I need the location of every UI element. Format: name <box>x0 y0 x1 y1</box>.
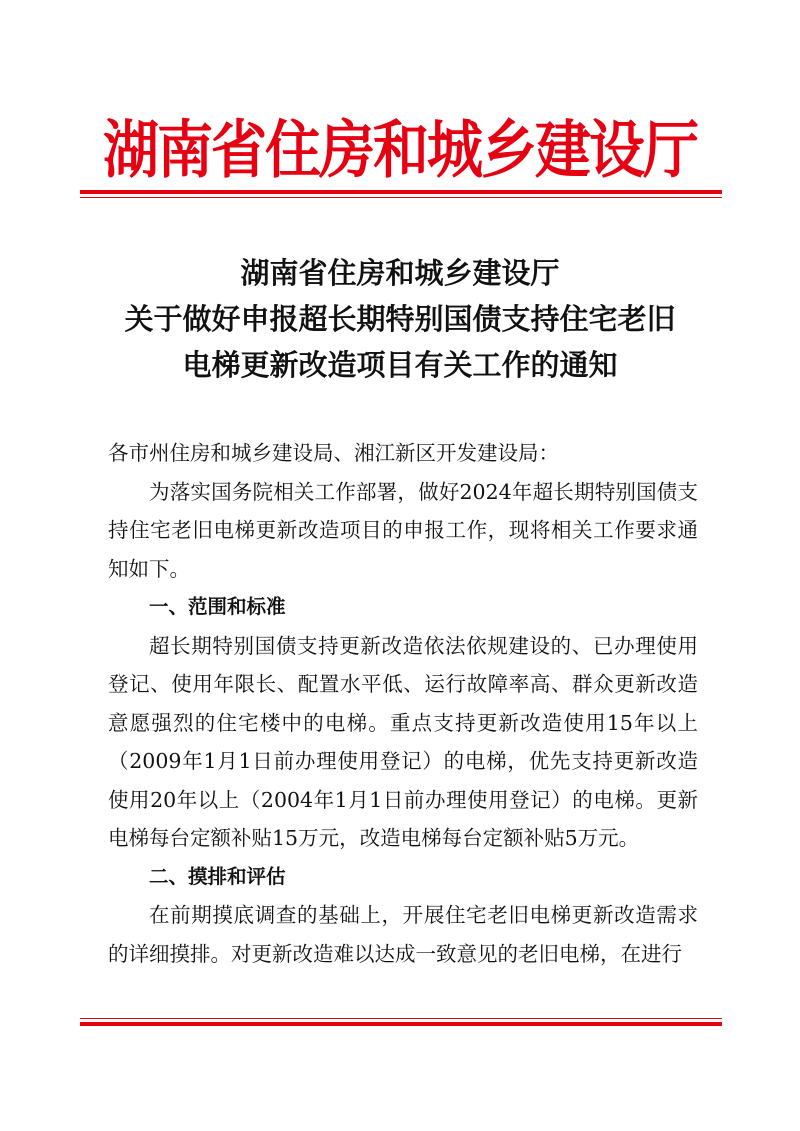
section-2-paragraph: 在前期摸底调查的基础上，开展住宅老旧电梯更新改造需求的详细摸排。对更新改造难以达成一致意见的老旧电梯，在进行 <box>108 903 698 966</box>
intro-paragraph: 为落实国务院相关工作部署，做好2024年超长期特别国债支持住宅老旧电梯更新改造项目的申报工作，现将相关工作要求通知如下。 <box>108 479 698 581</box>
section-1-paragraph: 超长期特别国债支持更新改造依法依规建设的、已办理使用登记、使用年限长、配置水平低、运行故障率高、群众更新改造意愿强烈的住宅楼中的电梯。重点支持更新改造使用15年以上（2009年1月1日前办理使用登记）的电梯，优先支持更新改造使用20年以上（2004年1月1日前办理使用登记）的电梯。更新电梯每台定额补贴15万元，改造电梯每台定额补贴5万元。 <box>108 633 698 850</box>
section-1-heading: 一、范围和标准 <box>149 595 286 618</box>
title-line-3: 电梯更新改造项目有关工作的通知 <box>182 348 618 382</box>
salutation: 各市州住房和城乡建设局、湘江新区开发建设局： <box>108 441 559 465</box>
title-line-1: 湖南省住房和城乡建设厅 <box>240 256 560 290</box>
footer-rule-thin <box>80 1018 722 1019</box>
document-title <box>0 250 800 388</box>
masthead-org-name: 湖南省住房和城乡建设厅 <box>103 114 697 188</box>
masthead-rule-thick <box>80 190 722 194</box>
footer-rule-thick <box>80 1022 722 1026</box>
section-2-heading: 二、摸排和评估 <box>149 864 286 888</box>
title-line-2: 关于做好申报超长期特别国债支持住宅老旧 <box>124 302 676 336</box>
masthead-rule-thin <box>80 197 722 198</box>
document-body <box>108 434 698 973</box>
